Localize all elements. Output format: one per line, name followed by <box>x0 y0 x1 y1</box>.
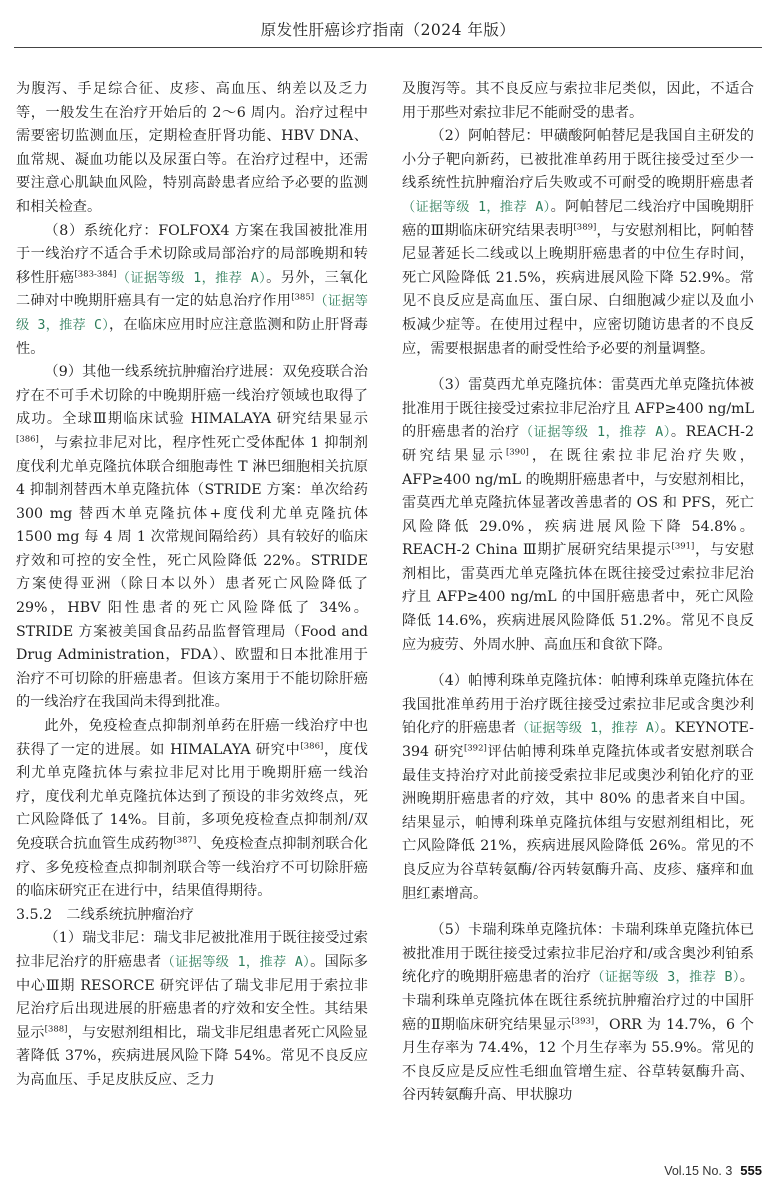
evidence-level: （证据等级 1，推荐 A） <box>116 270 267 286</box>
citation: [389] <box>573 221 597 232</box>
evidence-level: （证据等级 1，推荐 A） <box>519 425 671 441</box>
journal-volume: Vol.15 No. 3 <box>664 1164 733 1178</box>
page-number: 555 <box>740 1163 762 1178</box>
citation: [385] <box>291 292 315 303</box>
page-footer <box>664 1163 762 1178</box>
paragraph: （9）其他一线系统抗肿瘤治疗进展：双免疫联合治疗在不可手术切除的中晚期肝癌一线治疗领域也取得了成功。全球Ⅲ期临床试验 HIMALAYA 研究结果显示[386]，与索拉非尼对比，程序性死亡受体配体 1 抑制剂度伐利尤单克隆抗体联合细胞毒性 T 淋巴细胞相关抗原 4 抑制剂替西木单克隆抗体（STRIDE 方案：单次给药 300 mg 替西木单克隆抗体+度伐利尤单克隆抗体 1500 mg 每 4 周 1 次常规间隔给药）具有较好的临床疗效和可控的安全性，死亡风险降低 22%。STRIDE 方案使得亚洲（除日本以外）患者死亡风险降低了 29%，HBV 阳性患者的死亡风险降低了 34%。STRIDE 方案被美国食品药品监督管理局（Food and Drug Administration，FDA）、欧盟和日本批准用于治疗不可切除的肝癌患者。但该方案用于不能切除肝癌的一线治疗在我国尚未得到批准。 <box>16 364 368 711</box>
section-heading: 3.5.2 二线系统抗肿瘤治疗 <box>16 906 194 923</box>
evidence-level: （证据等级 1，推荐 A） <box>402 199 551 215</box>
paragraph: （1）瑞戈非尼：瑞戈非尼被批准用于既往接受过索拉非尼治疗的肝癌患者（证据等级 1，推荐 A）。国际多中心Ⅲ期 RESORCE 研究评估了瑞戈非尼用于索拉非尼治疗后出现进展的肝癌患者的疗效和安全性。其结果显示[388]，与安慰剂组相比，瑞戈非尼组患者死亡风险显著降低 37%，疾病进展风险下降 54%。常见不良反应为高血压、手足皮肤反应、乏力 <box>16 930 368 1088</box>
evidence-level: （证据等级 1，推荐 A） <box>161 954 311 970</box>
paragraph: 为腹泻、手足综合征、皮疹、高血压、纳差以及乏力等，一般发生在治疗开始后的 2～6 周内。治疗过程中需要密切监测血压，定期检查肝肾功能、HBV DNA、血常规、凝血功能以及尿蛋白等。在治疗过程中，还需要注意心肌缺血风险，特别高龄患者应给予必要的监测和相关检查。 <box>16 81 368 215</box>
paragraph: （8）系统化疗：FOLFOX4 方案在我国被批准用于一线治疗不适合手术切除或局部治疗的局部晚期和转移性肝癌[383-384]（证据等级 1，推荐 A）。另外，三氧化二砷对中晚期肝癌具有一定的姑息治疗作用[385]（证据等级 3，推荐 C），在临床应用时应注意监测和防止肝肾毒性。 <box>16 222 368 357</box>
citation: [390] <box>505 447 529 458</box>
paragraph: （2）阿帕替尼：甲磺酸阿帕替尼是我国自主研发的小分子靶向新药，已被批准单药用于既往接受过至少一线系统性抗肿瘤治疗后失败或不可耐受的晚期肝癌患者（证据等级 1，推荐 A）。阿帕替尼二线治疗中国晚期肝癌的Ⅲ期临床研究结果表明[389]，与安慰剂相比，阿帕替尼显著延长二线或以上晚期肝癌患者的中位生存时间，死亡风险降低 21.5%，疾病进展风险下降 52.9%。常见不良反应是高血压、蛋白尿、白细胞减少症以及血小板减少症等。在使用过程中，应密切随访患者的不良反应，需要根据患者的耐受性给予必要的剂量调整。 <box>402 128 754 357</box>
running-header: 原发性肝癌诊疗指南（2024 年版） <box>260 21 516 39</box>
evidence-level: （证据等级 3，推荐 B） <box>591 970 740 986</box>
paragraph: （4）帕博利珠单克隆抗体：帕博利珠单克隆抗体在我国批准单药用于治疗既往接受过索拉非尼或含奥沙利铂化疗的肝癌患者（证据等级 1，推荐 A）。KEYNOTE-394 研究[392]评估帕博利珠单克隆抗体或者安慰剂联合最佳支持治疗对此前接受索拉非尼或奥沙利铂化疗的亚洲晚期肝癌患者的疗效，其中 80% 的患者来自中国。结果显示，帕博利珠单克隆抗体组与安慰剂组相比，死亡风险降低 21%，疾病进展风险降低 26%。常见的不良反应为谷草转氨酶/谷丙转氨酶升高、皮疹、瘙痒和血胆红素增高。 <box>402 673 754 902</box>
evidence-level: （证据等级 3，推荐 C） <box>16 294 368 333</box>
evidence-level: （证据等级 1，推荐 A） <box>515 721 661 737</box>
paragraph: 及腹泻等。其不良反应与索拉非尼类似，因此，不适合用于那些对索拉非尼不能耐受的患者。 <box>402 81 754 121</box>
citation: [392] <box>463 743 487 754</box>
citation: [388] <box>44 1024 68 1035</box>
citation: [387] <box>173 835 197 846</box>
header-rule <box>14 47 762 48</box>
paragraph: （3）雷莫西尤单克隆抗体：雷莫西尤单克隆抗体被批准用于既往接受过索拉非尼治疗且 AFP≥400 ng/mL 的肝癌患者的治疗（证据等级 1，推荐 A）。REACH-2 研究结果显示[390]，在既往索拉非尼治疗失败，AFP≥400 ng/mL 的晚期肝癌患者中，与安慰剂相比，雷莫西尤单克隆抗体显著改善患者的 OS 和 PFS，死亡风险降低 29.0%，疾病进展风险下降 54.8%。REACH-2 China Ⅲ期扩展研究结果提示[391]，与安慰剂相比，雷莫西尤单克隆抗体在既往接受过索拉非尼治疗且 AFP≥400 ng/mL 的中国肝癌患者中，死亡风险降低 14.6%，疾病进展风险降低 51.2%。常见不良反应为疲劳、外周水肿、高血压和食欲下降。 <box>402 377 754 653</box>
left-column <box>16 78 368 1093</box>
paragraph: 此外，免疫检查点抑制剂单药在肝癌一线治疗中也获得了一定的进展。如 HIMALAYA 研究中[386]，度伐利尤单克隆抗体与索拉非尼对比用于晚期肝癌一线治疗，度伐利尤单克隆抗体达到了预设的非劣效终点，死亡风险降低了 14%。目前，多项免疫检查点抑制剂/双免疫联合抗血管生成药物[387]、免疫检查点抑制剂联合化疗、多免疫检查点抑制剂联合等一线治疗不可切除肝癌的临床研究正在进行中，结果值得期待。 <box>16 718 368 900</box>
citation: [393] <box>571 1015 595 1026</box>
citation: [383-384] <box>74 269 117 280</box>
citation: [386] <box>16 434 39 445</box>
citation: [386] <box>300 740 324 751</box>
citation: [391] <box>671 541 695 552</box>
paragraph: （5）卡瑞利珠单克隆抗体：卡瑞利珠单克隆抗体已被批准用于既往接受过索拉非尼治疗和/或含奥沙利铂系统化疗的晚期肝癌患者的治疗（证据等级 3，推荐 B）。卡瑞利珠单克隆抗体在既往系统抗肿瘤治疗过的中国肝癌的Ⅱ期临床研究结果显示[393]，ORR 为 14.7%，6 个月生存率为 74.4%，12 个月生存率为 55.9%。常见的不良反应是反应性毛细血管增生症、谷草转氨酶升高、谷丙转氨酶升高、甲状腺功 <box>402 922 754 1104</box>
right-column <box>402 78 754 1108</box>
